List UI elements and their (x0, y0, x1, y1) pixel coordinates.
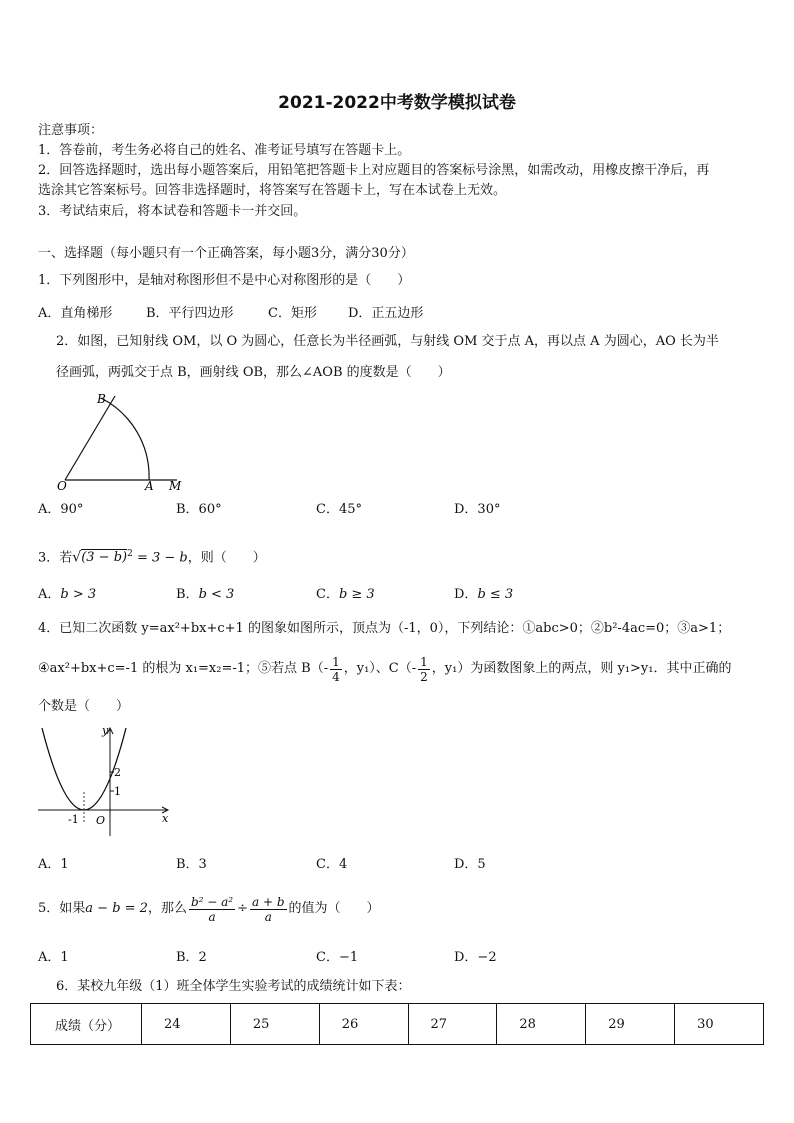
q3-option-c: C．b ≥ 3 (316, 587, 375, 602)
q4-frac-1: $\frac{1}{4}$ (332, 654, 340, 684)
q1-option-a: A．直角梯形 (38, 306, 113, 321)
table-cell: 26 (319, 1004, 408, 1045)
q2-line1: 2．如图，已知射线 OM，以 O 为圆心，任意长为半径画弧，与射线 OM 交于点 A，再以点 A 为圆心，AO 长为半 (56, 334, 719, 349)
q3-option-a: A．b > 3 (38, 587, 97, 602)
q3-rhs: = 3 − b (132, 550, 188, 566)
q3-exp: 2 (127, 549, 133, 559)
label-m: M (169, 479, 182, 493)
q4-line1: 4．已知二次函数 y=ax²+bx+c+1 的图象如图所示，顶点为（-1，0），下列结论：①abc>0；②b²-4ac=0；③a>1； (38, 621, 731, 636)
table-cell: 28 (497, 1004, 586, 1045)
notice-item-2a: 2．回答选择题时，选出每小题答案后，用铅笔把答题卡上对应题目的答案标号涂黑，如需改动，用橡皮擦干净后，再 (38, 163, 710, 178)
q2-option-c: C．45° (316, 502, 362, 517)
q5-frac-2: $\frac{a + b}{a}$ (252, 894, 285, 924)
q5-option-c: C．−1 (316, 950, 359, 965)
q4-line2c: ，y₁）为函数图象上的两点，则 y₁>y₁．其中正确的 (431, 661, 732, 676)
q2-option-d: D．30° (454, 502, 501, 517)
notice-item-3: 3．考试结束后，将本试卷和答题卡一并交回。 (38, 204, 307, 219)
q3-text: 3．若$√(3 - b)^2 = 3 - b$，则（ ） (38, 549, 266, 566)
q5-text (38, 888, 380, 930)
q5-operator: ÷ (237, 901, 249, 916)
q3-option-b: B．b < 3 (176, 587, 235, 602)
label-b: B (97, 392, 106, 406)
q4-frac-2: $\frac{1}{2}$ (420, 654, 428, 684)
q4-line2a: ④ax²+bx+c=-1 的根为 x₁=x₂=-1；⑤若点 B（- (38, 661, 329, 676)
label-2: 2 (114, 766, 121, 779)
q3-radicand: (3 − b) (81, 550, 128, 566)
q4-option-a: A．1 (38, 857, 69, 872)
q3-prefix: 3．若 (38, 550, 73, 566)
table-cell: 25 (230, 1004, 319, 1045)
label-o: O (96, 814, 106, 827)
q5-frac-1: $\frac{\text{b² − a²}}{a}$ (190, 894, 234, 924)
label-o: O (57, 479, 67, 493)
q5-suffix: 的值为（ ） (288, 901, 380, 916)
q5-option-d: D．−2 (454, 950, 497, 965)
table-cell: 30 (675, 1004, 764, 1045)
q6-score-table (30, 1003, 764, 1045)
q5-option-a: A．1 (38, 950, 69, 965)
q5-condition: a − b = 2 (85, 901, 148, 916)
q1-option-c: C．矩形 (268, 306, 317, 321)
q5-option-b: B．2 (176, 950, 207, 965)
table-header-cell: 成绩（分） (31, 1004, 142, 1045)
q4-option-b: B．3 (176, 857, 207, 872)
q4-option-c: C．4 (316, 857, 348, 872)
q1-text: 1．下列图形中，是轴对称图形但不是中心对称图形的是（ ） (38, 273, 411, 288)
table-cell: 27 (408, 1004, 497, 1045)
ray-ob (65, 396, 115, 480)
table-cell: 29 (586, 1004, 675, 1045)
arc (101, 398, 149, 480)
q5-mid: ，那么 (147, 901, 187, 916)
q5-prefix: 5．如果 (38, 901, 86, 916)
q2-option-b: B．60° (176, 502, 222, 517)
table-row (31, 1004, 764, 1045)
q2-line2: 径画弧，两弧交于点 B，画射线 OB，那么∠AOB 的度数是（ ） (56, 365, 451, 380)
q4-figure (34, 722, 176, 838)
q1-option-b: B．平行四边形 (146, 306, 234, 321)
label-neg1: -1 (68, 813, 79, 826)
q2-option-a: A．90° (38, 502, 84, 517)
q2-figure (55, 388, 185, 494)
q4-line2b: ，y₁）、C（- (343, 661, 417, 676)
q3-option-d: D．b ≤ 3 (454, 587, 514, 602)
label-x: x (162, 812, 169, 825)
q4-line2 (38, 652, 732, 686)
q3-suffix: ，则（ ） (187, 550, 266, 566)
notice-item-1: 1．答卷前，考生务必将自己的姓名、准考证号填写在答题卡上。 (38, 143, 411, 158)
label-y: y (102, 724, 109, 737)
q6-text: 6．某校九年级（1）班全体学生实验考试的成绩统计如下表： (56, 979, 411, 994)
q4-line3: 个数是（ ） (38, 699, 130, 714)
label-1: 1 (114, 785, 121, 798)
q4-option-d: D．5 (454, 857, 486, 872)
page-title: 2021-2022中考数学模拟试卷 (278, 93, 516, 113)
table-cell: 24 (142, 1004, 231, 1045)
q1-option-d: D．正五边形 (348, 306, 424, 321)
section-heading: 一、选择题（每小题只有一个正确答案，每小题3分，满分30分） (38, 246, 414, 261)
label-a: A (145, 479, 154, 493)
notice-item-2b: 选涂其它答案标号。回答非选择题时，将答案写在答题卡上，写在本试卷上无效。 (38, 183, 507, 198)
notice-heading: 注意事项： (38, 123, 104, 138)
